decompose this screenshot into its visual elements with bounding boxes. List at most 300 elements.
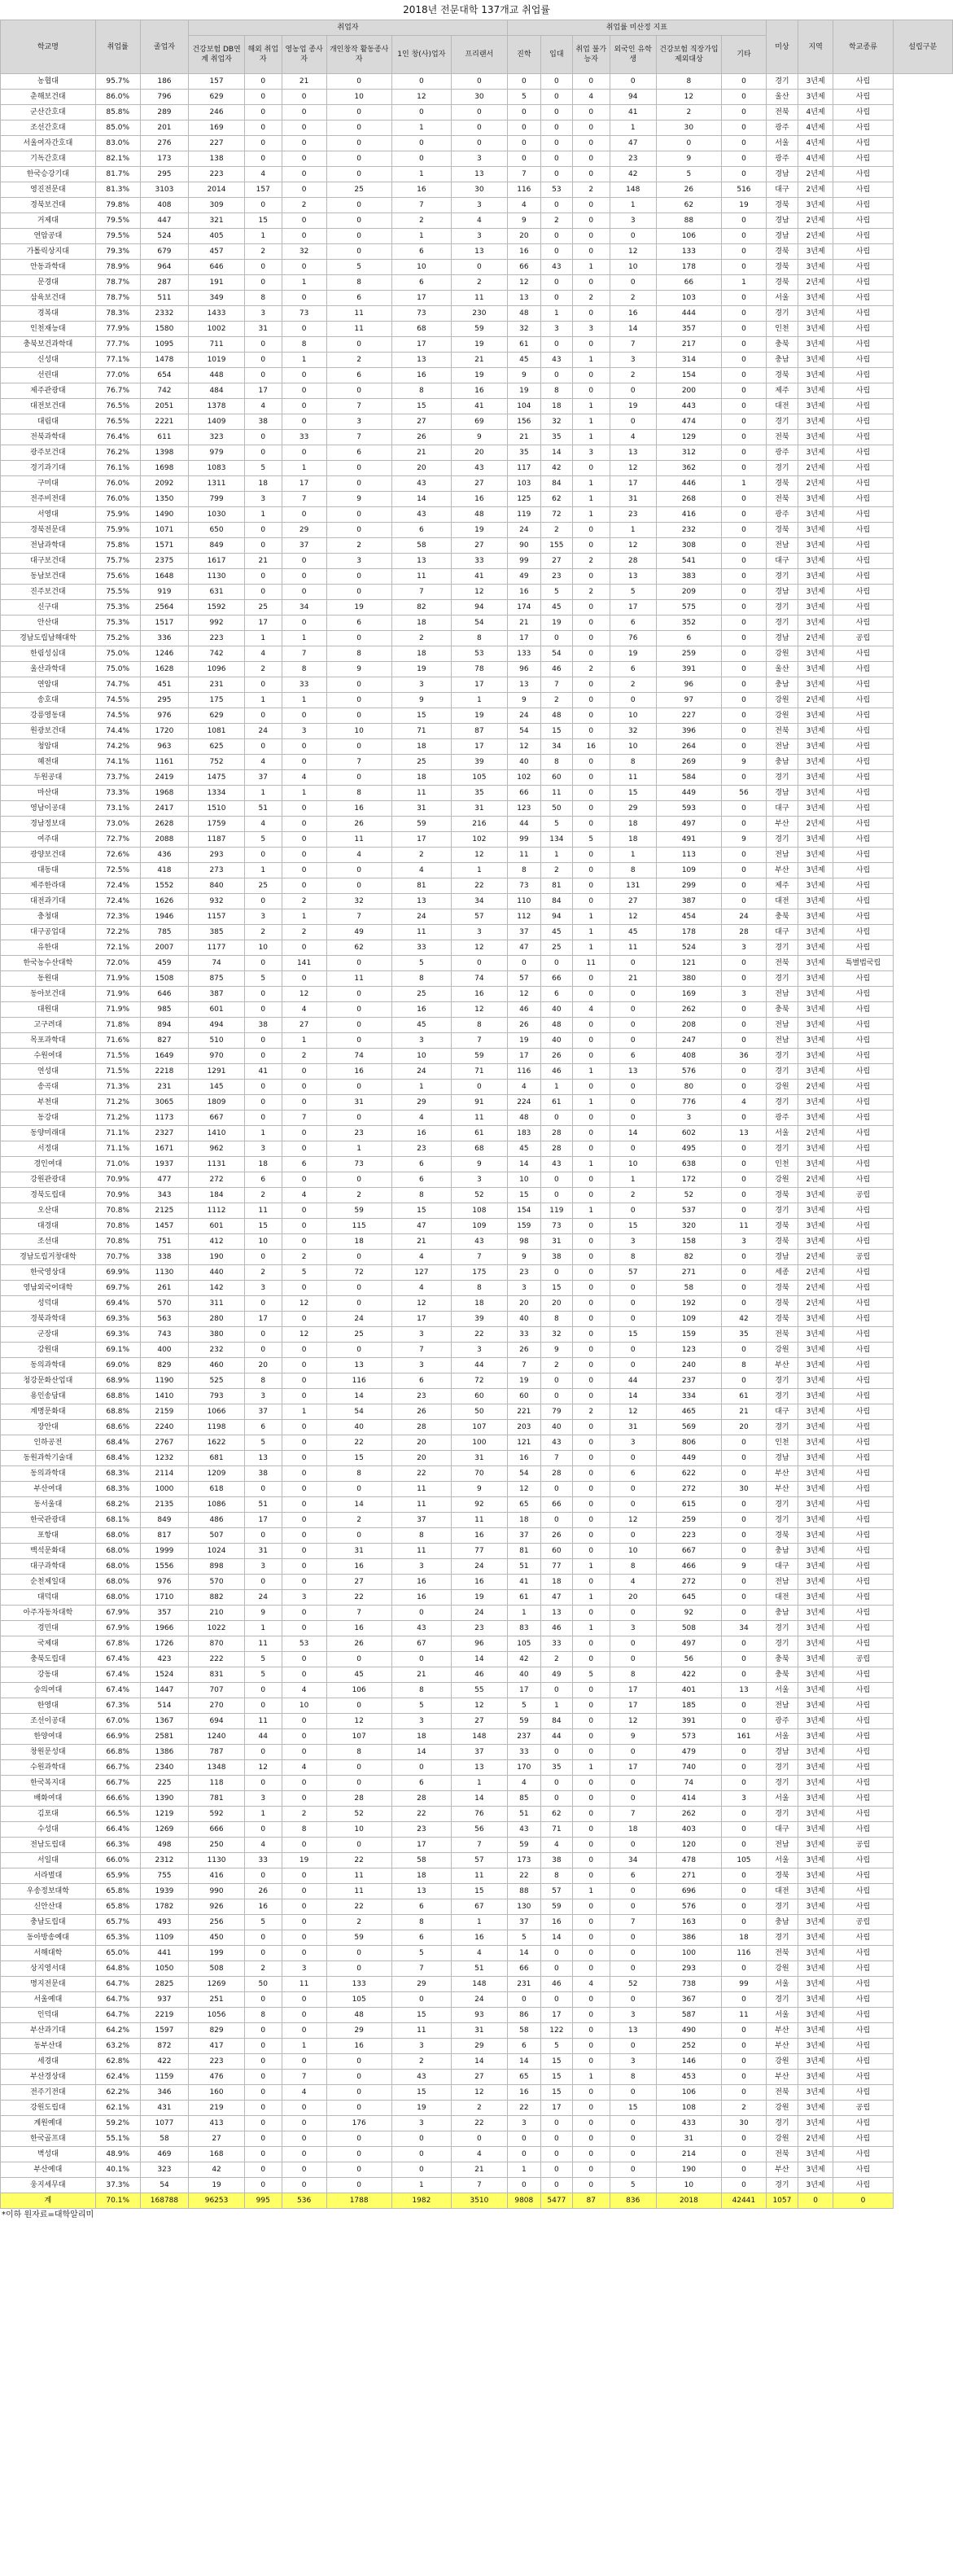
table-row <box>1 1064 953 1080</box>
table-cell: 18 <box>507 1513 540 1528</box>
table-cell: 대구 <box>766 801 798 817</box>
table-cell: 13 <box>507 677 540 693</box>
table-cell: 서울 <box>766 1977 798 1992</box>
table-cell: 3년제 <box>798 971 833 987</box>
table-cell: 0 <box>572 1234 610 1250</box>
table-cell: 사립 <box>833 1776 893 1791</box>
table-cell: 28 <box>540 1141 572 1157</box>
table-cell: 408 <box>656 1049 721 1064</box>
table-cell: 사립 <box>833 2116 893 2131</box>
table-cell: 68 <box>391 322 451 337</box>
table-cell: 0 <box>721 306 766 322</box>
table-cell: 1131 <box>189 1157 245 1172</box>
table-cell: 105 <box>451 770 507 786</box>
table-cell: 412 <box>189 1234 245 1250</box>
table-cell: 77.9% <box>95 322 140 337</box>
table-cell: 4 <box>244 167 282 182</box>
table-cell: 0 <box>721 1157 766 1172</box>
table-cell: 대전 <box>766 1884 798 1899</box>
table-cell: 66.9% <box>95 1729 140 1745</box>
table-cell: 1398 <box>140 445 189 461</box>
table-cell: 785 <box>140 925 189 940</box>
school-name-cell: 동아보건대 <box>1 987 96 1002</box>
table-cell: 0 <box>572 569 610 585</box>
table-cell: 0 <box>572 1838 610 1853</box>
table-cell: 54 <box>326 1404 391 1420</box>
table-cell: 106 <box>326 1683 391 1698</box>
table-cell: 6 <box>391 1172 451 1188</box>
header-employed-group: 취업자 <box>189 20 508 36</box>
table-cell: 1982 <box>391 2193 451 2209</box>
table-cell: 경남 <box>766 167 798 182</box>
table-cell: 33 <box>282 430 326 445</box>
table-cell: 0 <box>507 151 540 167</box>
table-cell: 0 <box>507 120 540 136</box>
table-cell: 경기 <box>766 1420 798 1435</box>
table-cell: 사립 <box>833 507 893 523</box>
school-name-cell: 동원대 <box>1 971 96 987</box>
table-cell: 4 <box>610 430 656 445</box>
table-cell: 0 <box>282 1992 326 2008</box>
table-cell: 259 <box>656 646 721 662</box>
table-cell: 울산 <box>766 90 798 105</box>
table-cell: 0 <box>572 631 610 646</box>
table-cell: 사립 <box>833 2178 893 2193</box>
table-cell: 26 <box>391 430 451 445</box>
table-cell: 120 <box>656 1838 721 1853</box>
table-cell: 0 <box>282 585 326 600</box>
table-cell: 3년제 <box>798 925 833 940</box>
table-cell: 76.0% <box>95 492 140 507</box>
table-cell: 2 <box>391 213 451 229</box>
table-cell: 사립 <box>833 1528 893 1544</box>
table-cell: 사립 <box>833 878 893 894</box>
table-cell: 0 <box>721 136 766 151</box>
table-cell: 0 <box>326 1528 391 1544</box>
table-cell: 99 <box>507 832 540 848</box>
table-row <box>1 2116 953 2131</box>
table-cell: 1 <box>610 848 656 863</box>
table-cell: 0 <box>391 1760 451 1776</box>
school-name-cell: 원광보건대 <box>1 724 96 739</box>
table-cell: 사립 <box>833 244 893 260</box>
table-cell: 0 <box>326 198 391 213</box>
table-cell: 20 <box>244 1358 282 1373</box>
table-cell: 23 <box>451 1621 507 1636</box>
table-cell: 사립 <box>833 1404 893 1420</box>
table-cell: 0 <box>326 1033 391 1049</box>
table-cell: 광주 <box>766 1111 798 1126</box>
table-cell: 0 <box>282 1528 326 1544</box>
table-cell: 인천 <box>766 1157 798 1172</box>
table-cell: 199 <box>189 1946 245 1961</box>
table-cell: 충북 <box>766 909 798 925</box>
table-cell: 0 <box>244 2147 282 2162</box>
table-cell: 94 <box>451 600 507 616</box>
school-name-cell: 혜전대 <box>1 755 96 770</box>
table-cell: 1112 <box>189 1203 245 1219</box>
table-cell: 176 <box>326 2116 391 2131</box>
table-cell: 0 <box>572 1497 610 1513</box>
table-cell: 2년제 <box>798 817 833 832</box>
table-cell: 106 <box>656 2085 721 2101</box>
table-cell: 0 <box>721 1188 766 1203</box>
table-cell: 73 <box>540 1219 572 1234</box>
table-cell: 0 <box>721 353 766 368</box>
table-cell: 66.7% <box>95 1760 140 1776</box>
table-cell: 2 <box>540 523 572 538</box>
table-cell: 6 <box>610 1049 656 1064</box>
table-cell: 22 <box>507 1868 540 1884</box>
table-row <box>1 1714 953 1729</box>
table-cell: 21 <box>507 616 540 631</box>
table-cell: 61 <box>451 1126 507 1141</box>
table-cell: 0 <box>721 213 766 229</box>
table-cell: 116 <box>721 1946 766 1961</box>
table-cell: 사립 <box>833 2070 893 2085</box>
table-cell: 0 <box>572 1946 610 1961</box>
table-cell: 3년제 <box>798 1157 833 1172</box>
table-cell: 경기 <box>766 1095 798 1111</box>
table-cell: 2014 <box>189 182 245 198</box>
table-row <box>1 151 953 167</box>
table-cell: 0 <box>244 1111 282 1126</box>
table-cell: 479 <box>656 1745 721 1760</box>
table-cell: 8 <box>610 755 656 770</box>
table-cell: 44 <box>610 1373 656 1389</box>
table-cell: 전남 <box>766 848 798 863</box>
table-row <box>1 616 953 631</box>
table-cell: 17 <box>507 1683 540 1698</box>
table-cell: 1367 <box>140 1714 189 1729</box>
table-cell: 155 <box>540 538 572 554</box>
table-cell: 0 <box>244 2039 282 2054</box>
table-cell: 38 <box>540 1250 572 1265</box>
table-cell: 0 <box>610 275 656 291</box>
table-cell: 11 <box>244 1636 282 1652</box>
table-cell: 65.7% <box>95 1915 140 1930</box>
table-cell: 0 <box>282 151 326 167</box>
table-cell: 1510 <box>189 801 245 817</box>
table-cell: 14 <box>540 445 572 461</box>
table-cell: 751 <box>140 1234 189 1250</box>
table-cell: 1788 <box>326 2193 391 2209</box>
table-cell: 7 <box>507 1358 540 1373</box>
table-row <box>1 662 953 677</box>
table-cell: 16 <box>451 492 507 507</box>
table-cell: 0 <box>572 2085 610 2101</box>
table-cell: 2114 <box>140 1466 189 1482</box>
table-cell: 386 <box>656 1930 721 1946</box>
table-cell: 대구 <box>766 925 798 940</box>
table-cell: 0 <box>282 863 326 878</box>
table-cell: 경북 <box>766 1188 798 1203</box>
table-cell: 8 <box>540 1868 572 1884</box>
school-name-cell: 숭의여대 <box>1 1683 96 1698</box>
table-cell: 1 <box>282 2039 326 2054</box>
table-cell: 79.3% <box>95 244 140 260</box>
table-cell: 5 <box>244 1652 282 1667</box>
table-cell: 17 <box>391 291 451 306</box>
table-cell: 24 <box>391 1064 451 1080</box>
table-cell: 0 <box>326 151 391 167</box>
school-name-cell: 연암공대 <box>1 229 96 244</box>
table-cell: 0 <box>391 2147 451 2162</box>
table-cell: 2332 <box>140 306 189 322</box>
table-row <box>1 461 953 476</box>
table-cell: 41 <box>451 399 507 414</box>
table-cell: 7 <box>282 492 326 507</box>
table-cell: 54 <box>451 616 507 631</box>
table-cell: 51 <box>507 1807 540 1822</box>
table-cell: 0 <box>282 167 326 182</box>
table-cell: 2 <box>721 2101 766 2116</box>
table-cell: 사립 <box>833 1559 893 1575</box>
footnote: *이하 원자료=대학알리미 <box>2 2210 94 2219</box>
table-cell: 454 <box>656 909 721 925</box>
table-cell: 경기 <box>766 1776 798 1791</box>
table-cell: 34 <box>451 894 507 909</box>
table-cell: 3년제 <box>798 538 833 554</box>
table-cell: 0 <box>572 646 610 662</box>
table-cell: 0 <box>326 120 391 136</box>
table-cell: 2581 <box>140 1729 189 1745</box>
table-cell: 618 <box>189 1482 245 1497</box>
table-cell: 1386 <box>140 1745 189 1760</box>
table-cell: 3년제 <box>798 1822 833 1838</box>
table-cell: 62 <box>326 940 391 956</box>
table-cell: 1649 <box>140 1049 189 1064</box>
table-cell: 0 <box>721 492 766 507</box>
table-cell: 601 <box>189 1219 245 1234</box>
table-cell: 3 <box>244 1141 282 1157</box>
table-cell: 32 <box>610 724 656 739</box>
table-cell: 23 <box>326 1126 391 1141</box>
table-cell: 64.2% <box>95 2023 140 2039</box>
table-cell: 73.0% <box>95 817 140 832</box>
table-cell: 11 <box>721 2008 766 2023</box>
table-cell: 0 <box>721 1636 766 1652</box>
table-cell: 3년제 <box>798 1327 833 1343</box>
table-cell: 67.4% <box>95 1683 140 1698</box>
table-cell: 231 <box>189 677 245 693</box>
table-cell: 76.5% <box>95 399 140 414</box>
table-cell: 486 <box>189 1513 245 1528</box>
table-cell: 66 <box>540 1497 572 1513</box>
table-cell: 161 <box>721 1729 766 1745</box>
table-cell: 66.0% <box>95 1853 140 1868</box>
table-cell: 129 <box>656 430 721 445</box>
table-cell: 71.0% <box>95 1157 140 1172</box>
table-cell: 경남 <box>766 1745 798 1760</box>
table-cell: 8 <box>451 1281 507 1296</box>
table-cell: 12 <box>391 1296 451 1312</box>
table-cell: 497 <box>656 1636 721 1652</box>
table-cell: 81.3% <box>95 182 140 198</box>
table-cell: 8 <box>326 275 391 291</box>
table-cell: 3 <box>282 1590 326 1606</box>
table-cell: 3 <box>391 2039 451 2054</box>
table-cell: 2340 <box>140 1760 189 1776</box>
table-cell: 3년제 <box>798 1513 833 1528</box>
table-cell: 0 <box>610 1636 656 1652</box>
table-cell: 1508 <box>140 971 189 987</box>
table-cell: 11 <box>326 971 391 987</box>
table-cell: 77.0% <box>95 368 140 383</box>
table-cell: 37 <box>391 1513 451 1528</box>
table-cell: 14 <box>326 1497 391 1513</box>
table-cell: 1 <box>610 523 656 538</box>
school-name-cell: 대전과기대 <box>1 894 96 909</box>
table-cell: 3 <box>391 1559 451 1575</box>
table-cell: 1478 <box>140 353 189 368</box>
table-cell: 74.1% <box>95 755 140 770</box>
table-cell: 1809 <box>189 1095 245 1111</box>
table-cell: 264 <box>656 739 721 755</box>
table-cell: 133 <box>507 646 540 662</box>
table-cell: 0 <box>326 523 391 538</box>
table-cell: 11 <box>326 1884 391 1899</box>
table-cell: 22 <box>391 1466 451 1482</box>
table-cell: 사립 <box>833 461 893 476</box>
table-cell: 사립 <box>833 1312 893 1327</box>
table-cell: 118 <box>189 1776 245 1791</box>
table-cell: 0 <box>540 2131 572 2147</box>
table-cell: 1190 <box>140 1373 189 1389</box>
table-cell: 13 <box>540 1606 572 1621</box>
table-cell: 894 <box>140 1018 189 1033</box>
table-cell: 21 <box>244 554 282 569</box>
table-cell: 75.0% <box>95 662 140 677</box>
table-cell: 3년제 <box>798 492 833 507</box>
table-cell: 17 <box>610 1760 656 1776</box>
table-cell: 53 <box>451 646 507 662</box>
table-cell: 0 <box>721 151 766 167</box>
table-cell: 3년제 <box>798 940 833 956</box>
table-cell: 6 <box>326 616 391 631</box>
table-cell: 295 <box>140 693 189 708</box>
table-cell: 1410 <box>189 1126 245 1141</box>
table-cell: 3년제 <box>798 1497 833 1513</box>
table-cell: 공립 <box>833 2101 893 2116</box>
table-cell: 0 <box>721 2178 766 2193</box>
table-cell: 17 <box>451 739 507 755</box>
table-cell: 48 <box>540 708 572 724</box>
table-cell: 사립 <box>833 229 893 244</box>
school-name-cell: 강원관광대 <box>1 1172 96 1188</box>
table-cell: 1 <box>572 1884 610 1899</box>
table-cell: 3 <box>721 1791 766 1807</box>
table-cell: 사립 <box>833 1126 893 1141</box>
school-name-cell: 신구대 <box>1 600 96 616</box>
table-cell: 60 <box>507 1389 540 1404</box>
table-cell: 3년제 <box>798 2147 833 2162</box>
table-cell: 48.9% <box>95 2147 140 2162</box>
table-cell: 경기 <box>766 600 798 616</box>
header-grad: 졸업자 <box>140 20 189 74</box>
table-cell: 26 <box>540 1049 572 1064</box>
table-cell: 12 <box>610 1714 656 1729</box>
table-cell: 0 <box>540 1389 572 1404</box>
table-cell: 3 <box>244 1559 282 1575</box>
table-cell: 73 <box>282 306 326 322</box>
table-cell: 0 <box>282 878 326 894</box>
table-cell: 694 <box>189 1714 245 1729</box>
table-cell: 사립 <box>833 1095 893 1111</box>
table-cell: 541 <box>656 554 721 569</box>
table-cell: 460 <box>189 1358 245 1373</box>
table-cell: 1 <box>572 1064 610 1080</box>
table-cell: 15 <box>610 1327 656 1343</box>
table-cell: 2 <box>540 1358 572 1373</box>
table-cell: 17 <box>244 1513 282 1528</box>
table-cell: 592 <box>189 1807 245 1822</box>
table-cell: 14 <box>391 1745 451 1760</box>
header-type: 설립구분 <box>893 20 952 74</box>
table-cell: 131 <box>610 878 656 894</box>
table-cell: 6 <box>610 662 656 677</box>
table-cell: 45 <box>610 925 656 940</box>
table-cell: 경기 <box>766 1513 798 1528</box>
table-cell: 12 <box>282 1296 326 1312</box>
table-cell: 3 <box>391 1714 451 1729</box>
table-cell: 0 <box>572 817 610 832</box>
table-cell: 0 <box>572 987 610 1002</box>
table-cell: 0 <box>540 2162 572 2178</box>
table-cell: 740 <box>656 1760 721 1776</box>
table-cell: 14 <box>507 1157 540 1172</box>
table-cell: 0 <box>326 708 391 724</box>
table-cell: 99 <box>507 554 540 569</box>
table-cell: 0 <box>610 1080 656 1095</box>
table-cell: 40 <box>540 1002 572 1018</box>
table-cell: 31 <box>656 2131 721 2147</box>
table-cell: 13 <box>721 1683 766 1698</box>
table-cell: 0 <box>282 105 326 120</box>
table-cell: 0 <box>282 414 326 430</box>
table-cell: 3년제 <box>798 1188 833 1203</box>
table-cell: 63.2% <box>95 2039 140 2054</box>
table-cell: 0 <box>326 1760 391 1776</box>
table-cell: 2 <box>572 291 610 306</box>
table-cell: 0 <box>244 1930 282 1946</box>
table-cell: 570 <box>189 1575 245 1590</box>
table-cell: 47 <box>610 136 656 151</box>
table-cell: 62.4% <box>95 2070 140 2085</box>
table-cell: 경남 <box>766 631 798 646</box>
table-cell: 사립 <box>833 120 893 136</box>
table-cell: 3년제 <box>798 1358 833 1373</box>
table-cell: 346 <box>140 2085 189 2101</box>
table-cell: 0 <box>540 74 572 90</box>
table-cell: 431 <box>140 2101 189 2116</box>
table-cell: 77 <box>451 1544 507 1559</box>
table-cell: 0 <box>326 2147 391 2162</box>
school-name-cell: 두원공대 <box>1 770 96 786</box>
table-row <box>1 538 953 554</box>
table-row <box>1 1095 953 1111</box>
table-cell: 8 <box>282 1822 326 1838</box>
table-cell: 593 <box>656 801 721 817</box>
table-cell: 67 <box>451 1899 507 1915</box>
table-cell: 96 <box>451 1636 507 1652</box>
school-name-cell: 강릉영동대 <box>1 708 96 724</box>
table-cell: 41 <box>610 105 656 120</box>
table-cell: 5 <box>572 1667 610 1683</box>
table-cell: 3 <box>451 925 507 940</box>
table-cell: 3년제 <box>798 1853 833 1868</box>
table-cell: 524 <box>656 940 721 956</box>
